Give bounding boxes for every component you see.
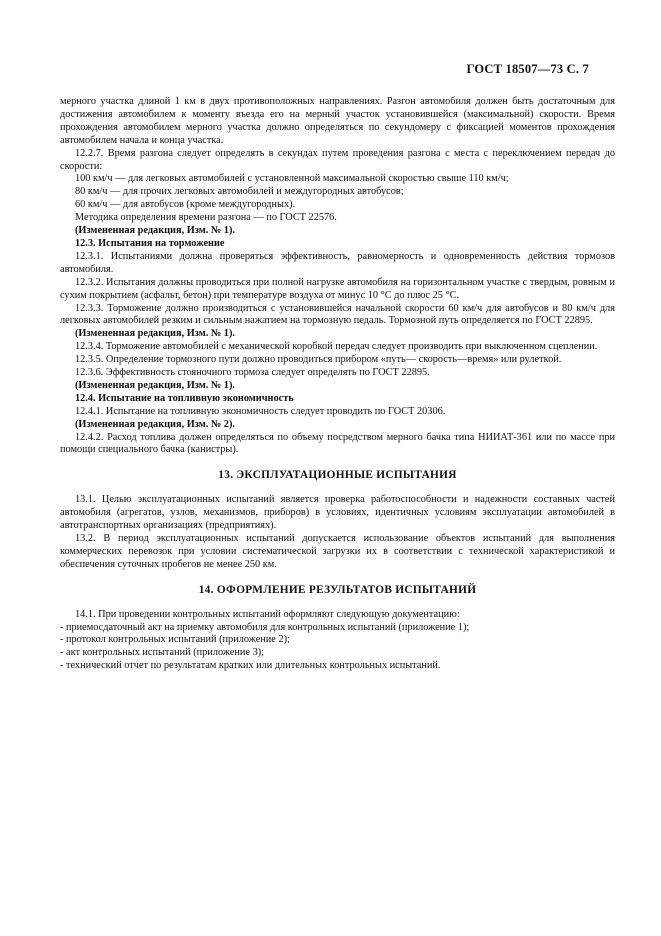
paragraph: 12.3.3. Торможение должно производиться с установившейся начальной скорости 60 км/ч для автобусов и 80 км/ч для легковых автомобилей резким и сильным нажатием на тормозную педаль. Тормозной путь определяется по ГОСТ 22895. <box>60 302 615 327</box>
paragraph: 12.4.1. Испытание на топливную экономичность следует проводить по ГОСТ 20306. <box>75 405 446 417</box>
paragraph: (Измененная редакция, Изм. № 1). <box>75 328 235 340</box>
list-item: - приемосдаточный акт на приемку автомобиля для контрольных испытаний (приложение 1); <box>60 621 470 633</box>
section-heading: 13. ЭКСПЛУАТАЦИОННЫЕ ИСПЫТАНИЯ <box>218 469 457 482</box>
page-header: ГОСТ 18507—73 С. 7 <box>466 62 589 76</box>
paragraph: 13.1. Целью эксплуатационных испытаний является проверка работоспособности и надежности составных частей автомобиля (агрегатов, узлов, механизмов, приборов) в условиях, идентичных условиям эксплуатации автомобилей в автотранспортных организациях (предприятиях). <box>60 494 615 532</box>
document-body <box>60 96 615 673</box>
list-item: - технический отчет по результатам кратких или длительных контрольных испытаний. <box>60 660 441 672</box>
paragraph: Методика определения времени разгона — по ГОСТ 22576. <box>75 212 337 224</box>
paragraph: мерного участка длиной 1 км в двух противоположных направлениях. Разгон автомобиля должен быть достаточным для достижения автомобилем к моменту въезда его на мерный участок установившейся (максимальной) скорости. Время прохождения автомобилем мерного участка должно определяться по секундомеру с фиксацией моментов прохождения автомобилем начала и конца участка. <box>60 96 615 146</box>
paragraph: 12.2.7. Время разгона следует определять в секундах путем проведения разгона с места с переключением передач до скорости: <box>60 147 615 172</box>
paragraph: 12.3.5. Определение тормозного пути должно проводиться прибором «путь— скорость—время» или рулеткой. <box>75 354 562 366</box>
list-item: - акт контрольных испытаний (приложение 3); <box>60 647 265 659</box>
paragraph: 12.3.2. Испытания должны проводиться при полной нагрузке автомобиля на горизонтальном участке с твердым, ровным и сухим покрытием (асфальт, бетон) при температуре воздуха от минус 10 °С до плюс 25 °С. <box>60 276 615 301</box>
paragraph: (Измененная редакция, Изм. № 1). <box>75 225 235 237</box>
paragraph: 12.4. Испытание на топливную экономичность <box>75 392 294 404</box>
paragraph: 12.3.1. Испытаниями должна проверяться эффективность, равномерность и одновременность действия тормозов автомобиля. <box>60 250 615 275</box>
paragraph: 60 км/ч — для автобусов (кроме междугородных). <box>75 199 296 211</box>
paragraph: 100 км/ч — для легковых автомобилей с установленной максимальной скоростью свыше 110 км/ч; <box>75 173 509 185</box>
paragraph: (Измененная редакция, Изм. № 1). <box>75 379 235 391</box>
paragraph: 12.3.4. Торможение автомобилей с механической коробкой передач следует производить при выключенном сцеплении. <box>75 341 598 353</box>
paragraph: 14.1. При проведении контрольных испытаний оформляют следующую документацию: <box>75 608 460 620</box>
paragraph: (Измененная редакция, Изм. № 2). <box>75 418 235 430</box>
list-item: - протокол контрольных испытаний (приложение 2); <box>60 634 290 646</box>
section-heading: 14. ОФОРМЛЕНИЕ РЕЗУЛЬТАТОВ ИСПЫТАНИЙ <box>198 583 477 596</box>
paragraph: 12.4.2. Расход топлива должен определяться по объему посредством мерного бачка типа НИИАТ-361 или по массе при помощи специального бачка (канистры). <box>60 431 615 456</box>
paragraph: 13.2. В период эксплуатационных испытаний допускается использование объектов испытаний для выполнения коммерческих перевозок при условии систематической загрузки их в соответствии с технической характеристикой и обеспечения суточных пробегов не менее 250 км. <box>60 533 615 570</box>
paragraph: 80 км/ч — для прочих легковых автомобилей и междугородных автобусов; <box>75 186 404 198</box>
paragraph: 12.3. Испытания на торможение <box>75 237 225 249</box>
paragraph: 12.3.6. Эффективность стояночного тормоза следует определять по ГОСТ 22895. <box>75 367 430 379</box>
